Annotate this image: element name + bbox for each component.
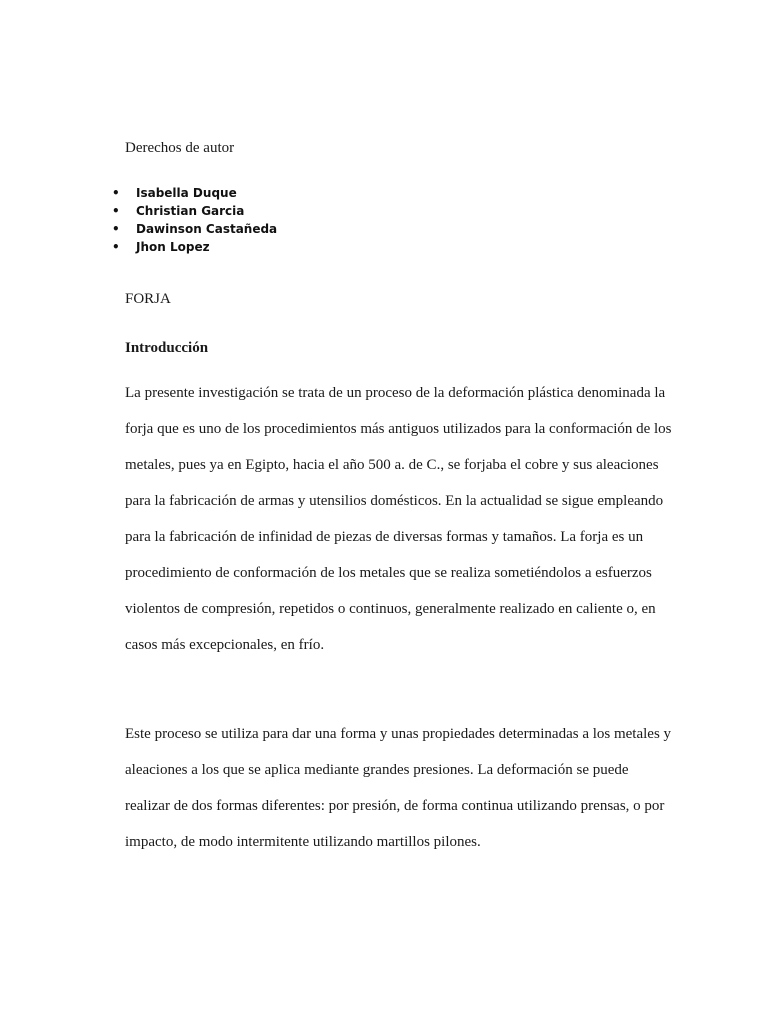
- paragraph-line: impacto, de modo intermitente utilizando martillos pilones.: [125, 834, 481, 850]
- author-name: Jhon Lopez: [136, 240, 210, 254]
- introduction-paragraph-2: [125, 725, 685, 869]
- paragraph-line: casos más excepcionales, en frío.: [125, 637, 325, 653]
- author-list-item: [112, 184, 277, 202]
- bullet-icon: •: [112, 240, 120, 254]
- author-list: [112, 184, 277, 256]
- paragraph-line: para la fabricación de armas y utensilios domésticos. En la actualidad se sigue empleando: [125, 493, 664, 509]
- copyright-heading: Derechos de autor: [125, 140, 235, 156]
- paragraph-line: La presente investigación se trata de un proceso de la deformación plástica denominada la: [125, 385, 666, 401]
- paragraph-line: aleaciones a los que se aplica mediante grandes presiones. La deformación se puede: [125, 762, 629, 778]
- bullet-icon: •: [112, 204, 120, 218]
- paragraph-line: Este proceso se utiliza para dar una forma y unas propiedades determinadas a los metales y: [125, 726, 672, 742]
- author-name: Christian Garcia: [136, 204, 245, 218]
- bullet-icon: •: [112, 222, 120, 236]
- author-list-item: [112, 220, 277, 238]
- paragraph-line: para la fabricación de infinidad de piezas de diversas formas y tamaños. La forja es un: [125, 529, 644, 545]
- author-name: Isabella Duque: [136, 186, 237, 200]
- introduction-paragraph-1: [125, 384, 685, 672]
- paragraph-line: realizar de dos formas diferentes: por presión, de forma continua utilizando prensas, o por: [125, 798, 665, 814]
- document-title: FORJA: [125, 291, 171, 307]
- author-list-item: [112, 238, 277, 256]
- author-name: Dawinson Castañeda: [136, 222, 278, 236]
- paragraph-line: procedimiento de conformación de los metales que se realiza sometiéndolos a esfuerzos: [125, 565, 652, 581]
- section-heading-introduction: Introducción: [125, 340, 209, 356]
- bullet-icon: •: [112, 186, 120, 200]
- paragraph-line: forja que es uno de los procedimientos más antiguos utilizados para la conformación de los: [125, 421, 672, 437]
- paragraph-line: metales, pues ya en Egipto, hacia el año 500 a. de C., se forjaba el cobre y sus aleaciones: [125, 457, 659, 473]
- paragraph-line: violentos de compresión, repetidos o continuos, generalmente realizado en caliente o, en: [125, 601, 656, 617]
- author-list-item: [112, 202, 277, 220]
